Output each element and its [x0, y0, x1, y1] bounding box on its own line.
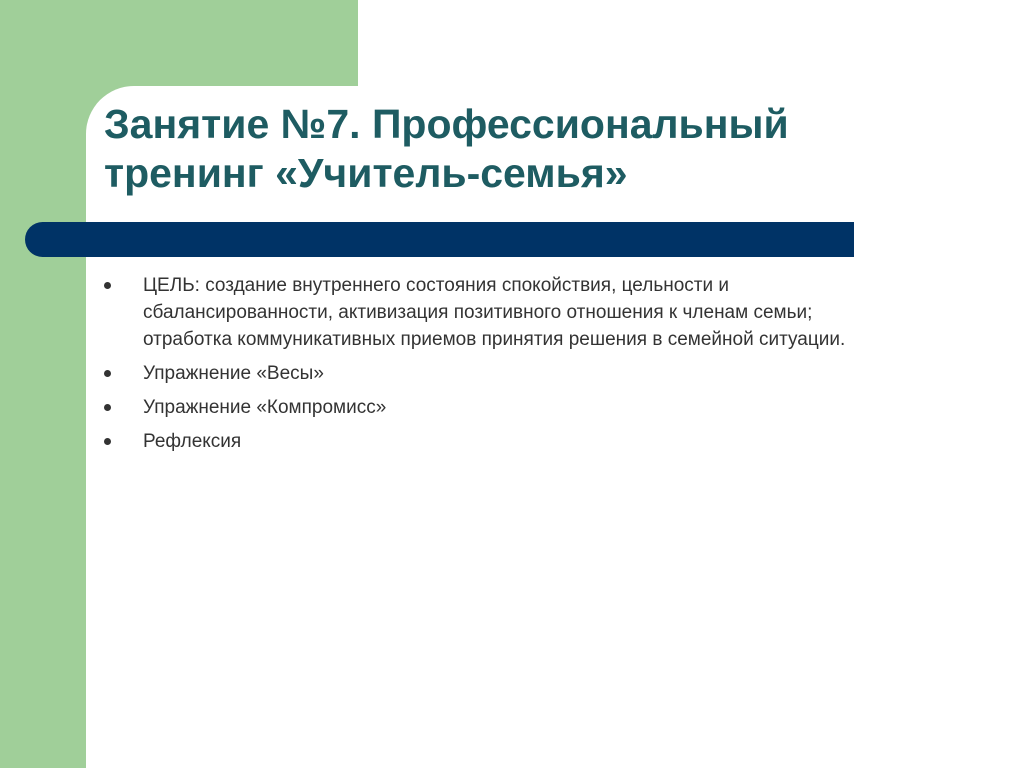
bullet-text: Упражнение «Весы» — [143, 363, 324, 384]
bullet-list — [104, 272, 884, 462]
bullet-item-exercise-compromise — [104, 394, 884, 421]
bullet-item-reflection — [104, 428, 884, 455]
bullet-dot-icon — [104, 282, 111, 289]
bullet-item-exercise-scales — [104, 360, 884, 387]
bullet-item-goal — [104, 272, 884, 353]
bullet-dot-icon — [104, 438, 111, 445]
slide-title-line-1: Занятие №7. Профессиональный — [104, 101, 789, 147]
bullet-text: Упражнение «Компромисс» — [143, 397, 387, 418]
slide-title-line-2: тренинг «Учитель-семья» — [104, 150, 628, 196]
slide-title — [104, 100, 984, 198]
bullet-text: ЦЕЛЬ: создание внутреннего состояния спокойствия, цельности и сбалансированности, активизация позитивного отношения к членам семьи; отработка коммуникативных приемов принятия решения в семейной ситуации. — [143, 275, 846, 350]
title-underline-bar — [25, 222, 854, 257]
bullet-dot-icon — [104, 404, 111, 411]
bullet-dot-icon — [104, 370, 111, 377]
bullet-text: Рефлексия — [143, 431, 242, 452]
